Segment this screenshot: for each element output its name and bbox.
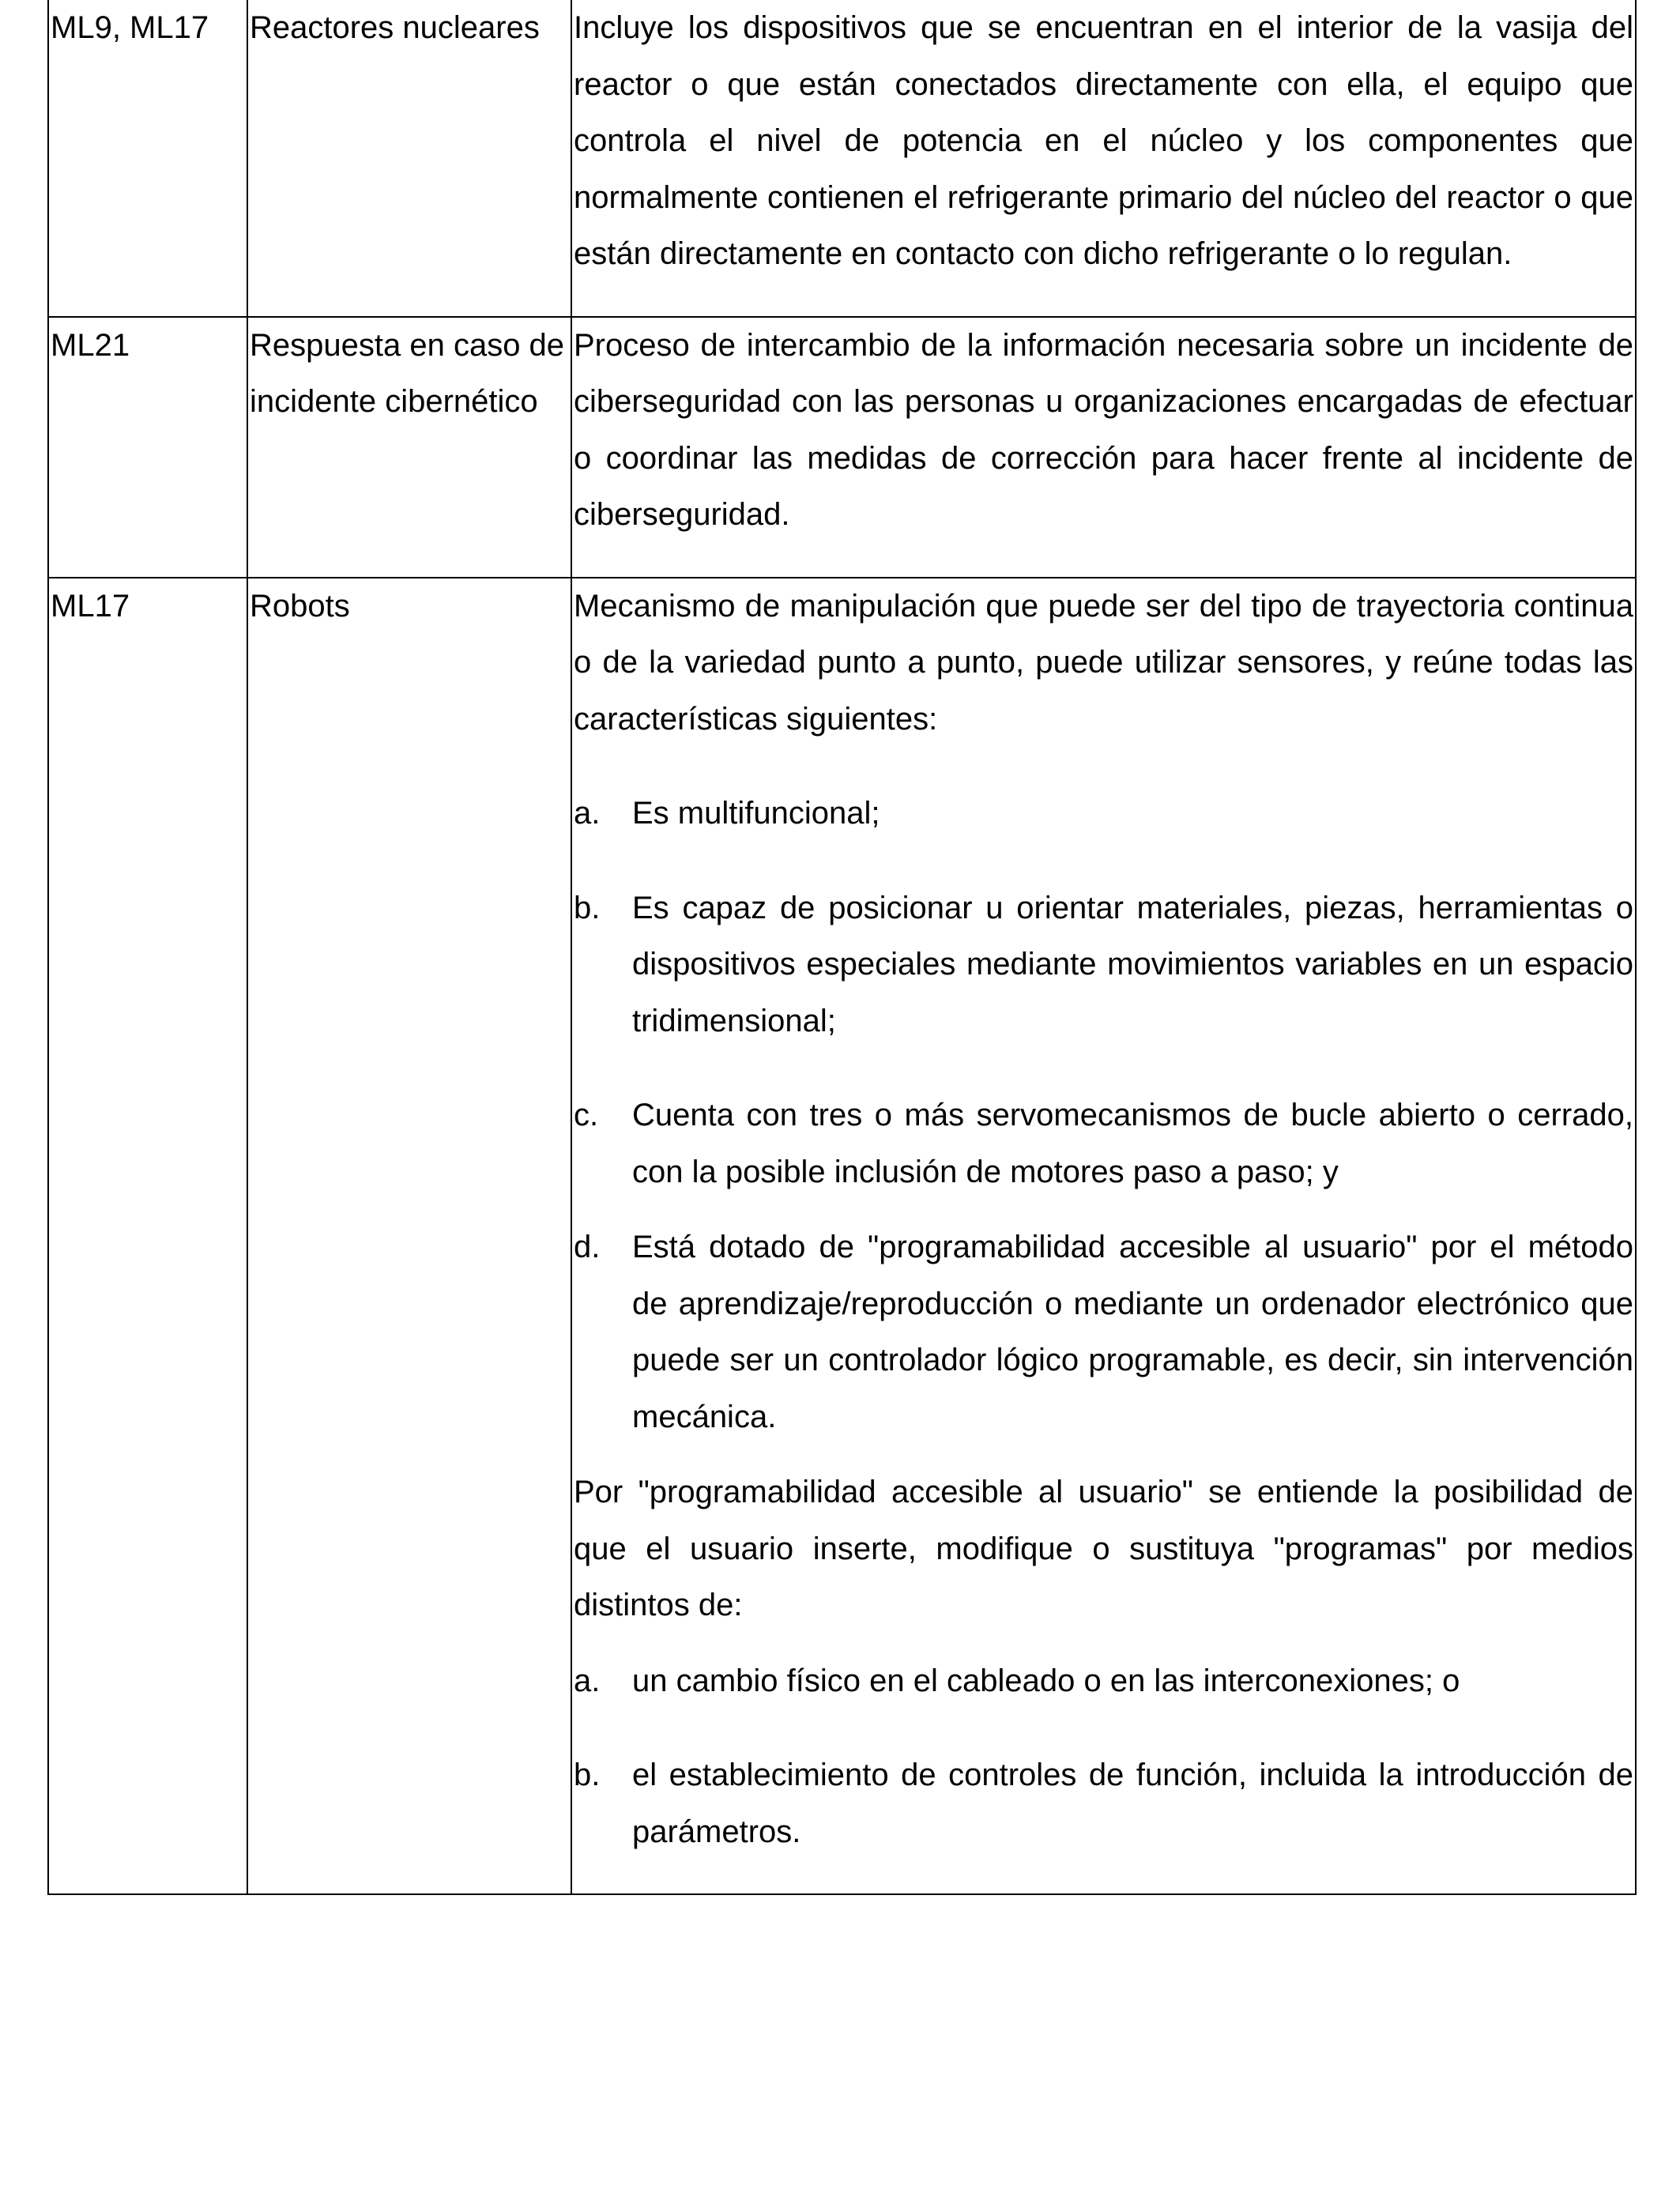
definition-note: Por "programabilidad accesible al usuario" se entiende la posibilidad de que el usuario inserte, modifique o sustituya "programas" por medios distintos de: [574,1475,1633,1622]
row-term: Robots [247,578,571,1895]
list-item-text: el establecimiento de controles de función, incluida la introducción de parámetros. [632,1758,1633,1849]
table-row [48,317,1636,578]
row-definition: Incluye los dispositivos que se encuentran en el interior de la vasija del reactor o que están conectados directamente con ella, el equipo que controla el nivel de potencia en el núcleo y los componentes que normalmente contienen el refrigerante primario del núcleo del reactor o que están directamente en contacto con dicho refrigerante o lo regulan. [571,0,1636,317]
row-code: ML9, ML17 [48,0,247,317]
list-item [574,1219,1633,1445]
list-marker: b. [574,1758,601,1792]
table-row [48,0,1636,317]
list-item-text: Cuenta con tres o más servomecanismos de bucle abierto o cerrado, con la posible inclusión de motores paso a paso; y [632,1098,1633,1189]
list-item [574,786,1633,842]
table-row [48,578,1636,1895]
list-item-text: Es multifuncional; [632,796,880,831]
row-definition: Proceso de intercambio de la información necesaria sobre un incidente de ciberseguridad con las personas u organizaciones encargadas de efectuar o coordinar las medidas de corrección para hacer frente al incidente de ciberseguridad. [571,317,1636,578]
list-marker: a. [574,796,601,831]
list-marker: a. [574,1663,601,1698]
row-term: Respuesta en caso de incidente cibernético [247,317,571,578]
definition-intro: Mecanismo de manipulación que puede ser del tipo de trayectoria continua o de la variedad punto a punto, puede utilizar sensores, y reúne todas las características siguientes: [574,588,1633,737]
definitions-table [47,0,1637,1895]
list-item [574,1653,1633,1710]
list-item [574,1087,1633,1200]
row-definition [571,578,1636,1895]
row-term: Reactores nucleares [247,0,571,317]
list-marker: c. [574,1098,599,1132]
list-item-text: Es capaz de posicionar u orientar materiales, piezas, herramientas o dispositivos especiales mediante movimientos variables en un espacio tridimensional; [632,890,1633,1038]
list-marker: d. [574,1230,601,1264]
list-item-text: un cambio físico en el cableado o en las interconexiones; o [632,1663,1460,1698]
row-code: ML21 [48,317,247,578]
list-item [574,1747,1633,1860]
list-marker: b. [574,890,601,925]
list-item [574,880,1633,1050]
row-code: ML17 [48,578,247,1895]
list-item-text: Está dotado de "programabilidad accesible al usuario" por el método de aprendizaje/reproducción o mediante un ordenador electrónico que puede ser un controlador lógico programable, es decir, sin intervención mecánica. [632,1230,1633,1434]
